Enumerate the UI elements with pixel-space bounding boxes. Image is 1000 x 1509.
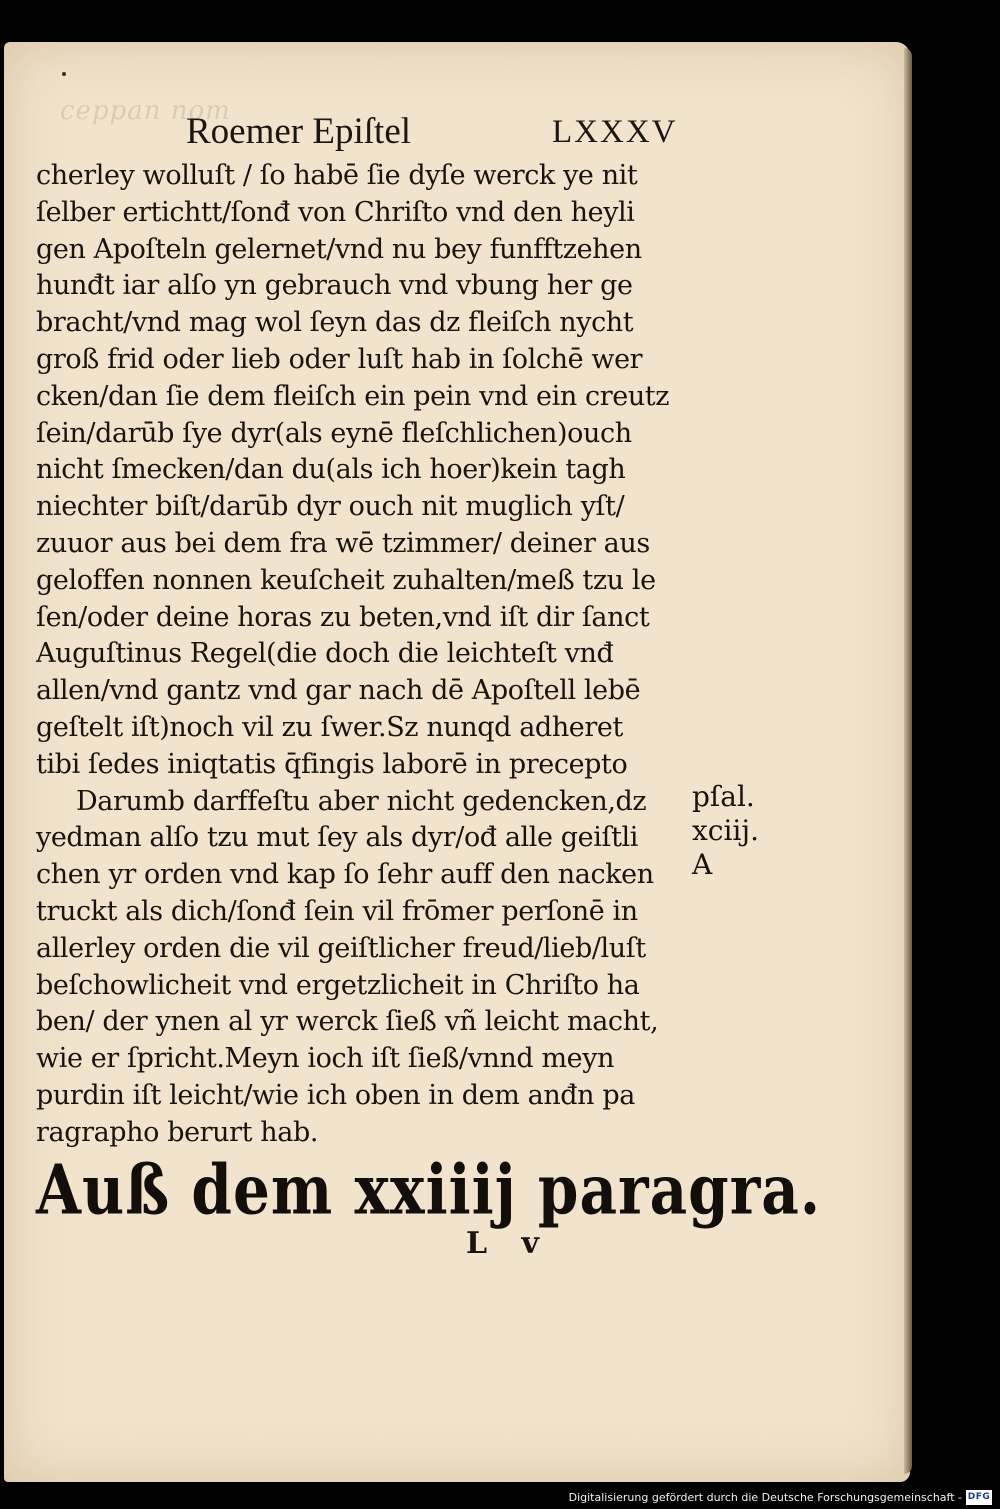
signature-mark: L v — [466, 1226, 551, 1261]
margin-notes — [692, 780, 782, 882]
text-line: beſchowlicheit vnd ergetzlicheit in Chriſto ha — [36, 969, 640, 1001]
text-line: geloffen nonnen keuſcheit zuhalten/meß tzu le — [36, 564, 656, 596]
section-heading: Auß dem xxiiij paragra. — [36, 1150, 822, 1231]
paragraph-start-line: Darumb darffeſtu aber nicht gedencken,dz — [76, 785, 647, 817]
text-line: ragrapho berurt hab. — [36, 1116, 319, 1148]
text-line: ben/ der ynen al yr werck ſieß vñ leicht macht, — [36, 1006, 659, 1038]
text-line: tibi ſedes iniqtatis q̄fingis laborē in precepto — [36, 748, 628, 780]
text-line: gen Apoſteln gelernet/vnd nu bey funfftzehen — [36, 233, 642, 265]
margin-note: xciij. — [692, 814, 759, 847]
text-line: bracht/vnd mag wol ſeyn das dz fleiſch nycht — [36, 307, 634, 339]
page-edge — [904, 48, 912, 1474]
dfg-logo: DFG — [966, 1490, 992, 1505]
text-line: zuuor aus bei dem fra wē tzimmer/ deiner aus — [36, 527, 650, 559]
text-line: truckt als dich/ſonđ ſein vil frōmer perſonē in — [36, 895, 638, 927]
text-line: niechter biſt/darūb dyr ouch nit muglich yſt/ — [36, 491, 625, 523]
text-line: purdin iſt leicht/wie ich oben in dem anđn pa — [36, 1079, 635, 1111]
text-line: geſtelt iſt)noch vil zu ſwer.Sz nunqd adheret — [36, 711, 623, 743]
text-line: cken/dan ſie dem fleiſch ein pein vnd ein creutz — [36, 380, 670, 412]
text-line: nicht ſmecken/dan du(als ich hoer)kein tagh — [36, 454, 626, 486]
text-line: hunđt iar alſo yn gebrauch vnd vbung her ge — [36, 270, 633, 302]
text-line: allen/vnd gantz vnd gar nach dē Apoſtell lebē — [36, 675, 641, 707]
text-line: groß frid oder lieb oder luſt hab in ſolchē wer — [36, 343, 643, 375]
text-line: ſelber ertichtt/ſonđ von Chriſto vnd den heyli — [36, 196, 635, 228]
show-through-text: ceppan nom — [60, 96, 231, 126]
running-head: Roemer Epiſtel — [186, 111, 412, 152]
text-line: ſein/darūb ſye dyr(als eynē fleſchlichen)ouch — [36, 417, 632, 449]
text-line: ſen/oder deine horas zu beten,vnd iſt dir ſanct — [36, 601, 650, 633]
body-text — [36, 158, 696, 1152]
margin-note: pſal. — [692, 780, 755, 813]
footer-credit: Digitalisierung gefördert durch die Deutsche Forschungsgemeinschaft - — [568, 1491, 962, 1504]
text-line: wie er ſpricht.Meyn ioch iſt ſieß/vnnd meyn — [36, 1043, 615, 1075]
folio-number: LXXXV — [552, 114, 678, 150]
ink-dot — [62, 72, 66, 76]
text-line: Auguſtinus Regel(die doch die leichteſt vnđ — [36, 638, 614, 670]
text-line: chen yr orden vnd kap ſo ſehr auff den nacken — [36, 859, 654, 891]
text-line: yedman alſo tzu mut ſey als dyr/ođ alle geiſtli — [36, 822, 639, 854]
margin-note: A — [692, 848, 713, 881]
text-line: cherley wolluſt / ſo habē ſie dyſe werck ye nit — [36, 160, 638, 191]
text-line: allerley orden die vil geiſtlicher freud/lieb/luſt — [36, 932, 646, 964]
